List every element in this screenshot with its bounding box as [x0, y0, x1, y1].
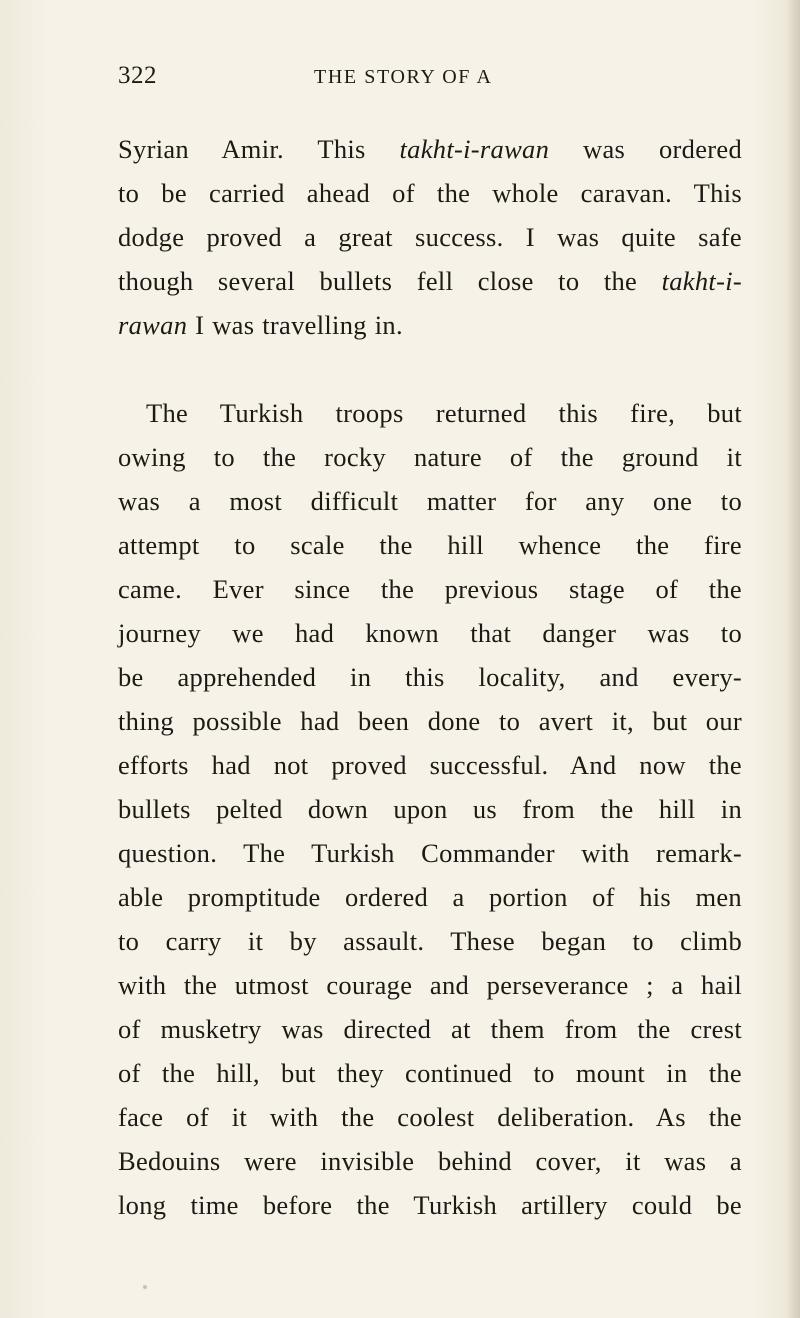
text-line: with the utmost courage and perseverance ; a hail [118, 970, 742, 1000]
text-line: question. The Turkish Commander with remark- [118, 838, 742, 868]
text-line: of the hill, but they continued to mount in the [118, 1058, 742, 1088]
page-edge-shadow [786, 0, 800, 1318]
text-line: rawan I was travelling in. [118, 310, 403, 340]
text-line: journey we had known that danger was to [118, 618, 742, 648]
text-line: owing to the rocky nature of the ground it [118, 442, 742, 472]
page-number: 322 [118, 62, 157, 89]
text-line: came. Ever since the previous stage of the [118, 574, 742, 604]
text-line: of musketry was directed at them from the crest [118, 1014, 742, 1044]
text-line: The Turkish troops returned this fire, but [146, 398, 742, 428]
body-text [118, 127, 742, 1227]
running-title: THE STORY OF A [314, 66, 493, 88]
text-line: was a most difficult matter for any one to [118, 486, 742, 516]
text-line: though several bullets fell close to the takht-i- [118, 266, 742, 296]
text-line: able promptitude ordered a portion of his men [118, 882, 742, 912]
text-line: dodge proved a great success. I was quite safe [118, 222, 742, 252]
text-line: be apprehended in this locality, and every- [118, 662, 742, 692]
paper-speck [143, 1285, 147, 1289]
text-line: thing possible had been done to avert it, but our [118, 706, 742, 736]
text-line: face of it with the coolest deliberation. As the [118, 1102, 742, 1132]
text-line: Syrian Amir. This takht-i-rawan was ordered [118, 134, 742, 164]
text-line: long time before the Turkish artillery could be [118, 1190, 742, 1220]
paragraph-gap [118, 347, 742, 391]
text-line: to be carried ahead of the whole caravan. This [118, 178, 742, 208]
text-line: attempt to scale the hill whence the fire [118, 530, 742, 560]
text-line: to carry it by assault. These began to climb [118, 926, 742, 956]
paragraph [118, 127, 742, 347]
paragraph [118, 391, 742, 1227]
text-line: bullets pelted down upon us from the hill in [118, 794, 742, 824]
text-line: efforts had not proved successful. And now the [118, 750, 742, 780]
running-head [118, 62, 698, 98]
text-line: Bedouins were invisible behind cover, it was a [118, 1146, 742, 1176]
